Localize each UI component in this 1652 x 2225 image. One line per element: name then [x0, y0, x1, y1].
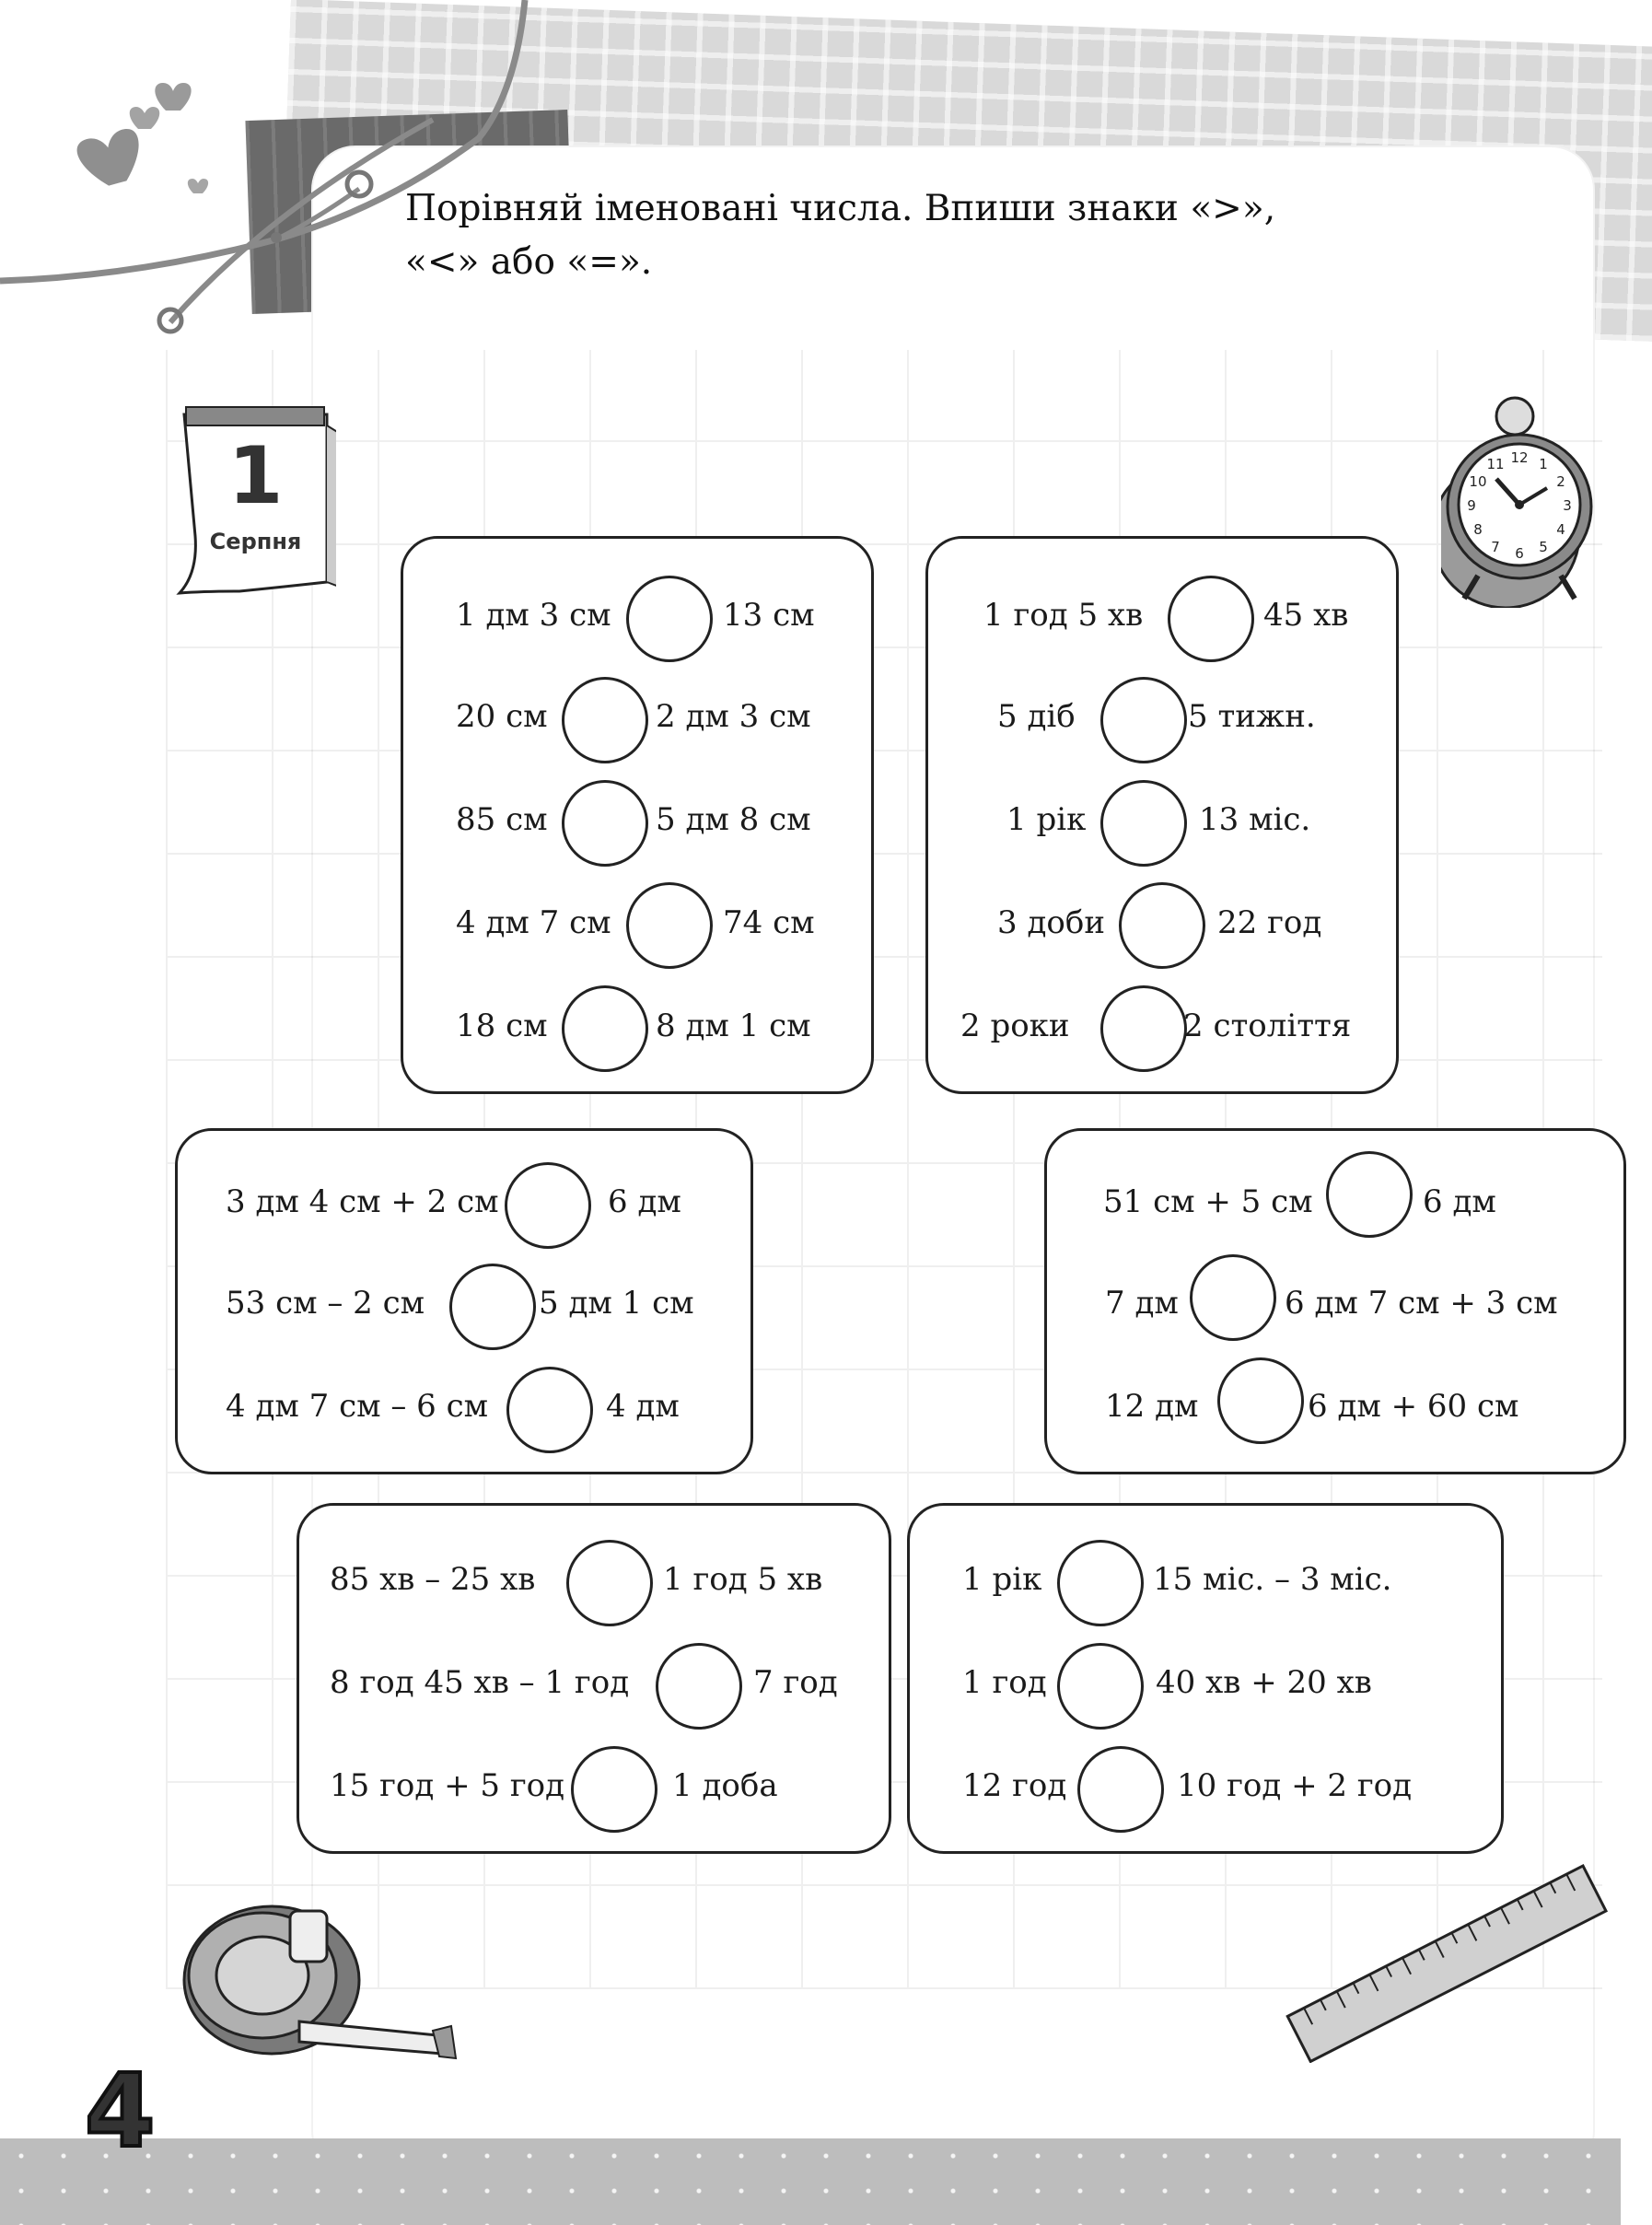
- box2-row-5-answer-circle[interactable]: [1100, 985, 1187, 1072]
- box3-row-2-right: 5 дм 1 см: [539, 1285, 694, 1322]
- box2-row-3-answer-circle[interactable]: [1100, 780, 1187, 867]
- box1-row-2-left: 20 см: [456, 698, 548, 735]
- box4-row-2-right: 6 дм 7 см + 3 см: [1285, 1285, 1558, 1322]
- clock-number: 10: [1469, 473, 1487, 490]
- calendar-day: 1: [227, 430, 284, 522]
- page-number: 4: [85, 2052, 156, 2170]
- box4-row-3-right: 6 дм + 60 см: [1308, 1388, 1519, 1425]
- clock-number: 12: [1510, 449, 1529, 466]
- box4-row-3-answer-circle[interactable]: [1217, 1357, 1304, 1444]
- clock-number: 1: [1539, 455, 1548, 472]
- box1-row-3-left: 85 см: [456, 801, 548, 838]
- clock-number: 11: [1486, 455, 1505, 472]
- box1-row-5-left: 18 см: [456, 1008, 548, 1044]
- box1-row-1-left: 1 дм 3 см: [456, 597, 611, 634]
- box4-row-3-left: 12 дм: [1105, 1388, 1199, 1425]
- box5-row-3-left: 15 год + 5 год: [330, 1767, 565, 1804]
- box6-row-1-right: 15 міс. – 3 міс.: [1153, 1561, 1392, 1598]
- tape-measure-icon: [170, 1883, 465, 2068]
- box5-row-3-answer-circle[interactable]: [571, 1746, 657, 1833]
- box2-row-3-right: 13 міс.: [1199, 801, 1311, 838]
- box1-row-5-answer-circle[interactable]: [562, 985, 648, 1072]
- box4-row-2-left: 7 дм: [1105, 1285, 1179, 1322]
- box2-row-1-left: 1 год 5 хв: [983, 597, 1144, 634]
- box6-row-1-answer-circle[interactable]: [1057, 1540, 1144, 1626]
- box2-row-5-right: 2 століття: [1183, 1008, 1352, 1044]
- box6-row-3-left: 12 год: [962, 1767, 1067, 1804]
- box1-row-1-answer-circle[interactable]: [626, 576, 713, 662]
- box5-row-2-answer-circle[interactable]: [656, 1643, 742, 1730]
- calendar-icon: [175, 398, 336, 596]
- box2-row-1-right: 45 хв: [1263, 597, 1349, 634]
- box2-row-4-right: 22 год: [1217, 904, 1322, 941]
- clock-number: 5: [1539, 539, 1548, 556]
- box6-row-3-answer-circle[interactable]: [1077, 1746, 1164, 1833]
- alarm-clock-icon: [1441, 396, 1625, 608]
- box1-row-4-answer-circle[interactable]: [626, 882, 713, 969]
- clock-number: 7: [1491, 539, 1500, 556]
- clock-number: 6: [1515, 545, 1524, 562]
- clock-number: 4: [1556, 521, 1565, 538]
- box3-row-3-answer-circle[interactable]: [506, 1367, 593, 1453]
- box3-row-1-answer-circle[interactable]: [505, 1162, 591, 1249]
- box6-row-2-answer-circle[interactable]: [1057, 1643, 1144, 1730]
- box5-row-1-answer-circle[interactable]: [566, 1540, 653, 1626]
- box2-row-2-left: 5 діб: [997, 698, 1076, 735]
- box3-row-1-left: 3 дм 4 см + 2 см: [226, 1183, 499, 1220]
- clock-number: 8: [1473, 521, 1483, 538]
- box2-row-1-answer-circle[interactable]: [1168, 576, 1254, 662]
- box1-row-4-right: 74 см: [723, 904, 815, 941]
- box3-row-2-left: 53 см – 2 см: [226, 1285, 425, 1322]
- box3-row-1-right: 6 дм: [608, 1183, 681, 1220]
- box1-row-2-answer-circle[interactable]: [562, 677, 648, 763]
- box4-row-1-answer-circle[interactable]: [1326, 1151, 1413, 1238]
- box6-row-3-right: 10 год + 2 год: [1177, 1767, 1413, 1804]
- box2-row-4-left: 3 доби: [997, 904, 1105, 941]
- box2-row-4-answer-circle[interactable]: [1119, 882, 1205, 969]
- ruler-icon: [1271, 1860, 1621, 2063]
- box4-row-1-right: 6 дм: [1423, 1183, 1496, 1220]
- box1-row-2-right: 2 дм 3 см: [656, 698, 811, 735]
- box6-row-2-left: 1 год: [962, 1664, 1047, 1701]
- box3-row-3-right: 4 дм: [606, 1388, 680, 1425]
- instruction-text: [405, 182, 1473, 289]
- box1-row-1-right: 13 см: [723, 597, 815, 634]
- clock-number: 2: [1556, 473, 1565, 490]
- box5-row-1-left: 85 хв – 25 хв: [330, 1561, 536, 1598]
- box2-row-5-left: 2 роки: [960, 1008, 1070, 1044]
- instruction-line-1: Порівняй іменовані числа. Впиши знаки «>»,: [405, 188, 1276, 229]
- clock-number: 3: [1563, 497, 1572, 514]
- box3-row-2-answer-circle[interactable]: [449, 1264, 536, 1350]
- box1-row-3-answer-circle[interactable]: [562, 780, 648, 867]
- box4-row-2-answer-circle[interactable]: [1190, 1254, 1276, 1341]
- box3-row-3-left: 4 дм 7 см – 6 см: [226, 1388, 489, 1425]
- instruction-line-2: «<» або «=».: [405, 241, 653, 283]
- box6-row-2-right: 40 хв + 20 хв: [1156, 1664, 1372, 1701]
- box2-row-2-answer-circle[interactable]: [1100, 677, 1187, 763]
- box5-row-1-right: 1 год 5 хв: [663, 1561, 823, 1598]
- box2-row-2-right: 5 тижн.: [1188, 698, 1316, 735]
- box1-row-3-right: 5 дм 8 см: [656, 801, 811, 838]
- box1-row-4-left: 4 дм 7 см: [456, 904, 611, 941]
- box4-row-1-left: 51 см + 5 см: [1103, 1183, 1313, 1220]
- footer-band: [0, 2138, 1621, 2225]
- box1-row-5-right: 8 дм 1 см: [656, 1008, 811, 1044]
- calendar-month: Серпня: [209, 529, 302, 554]
- hearts-icon: [64, 55, 221, 212]
- clock-number: 9: [1467, 497, 1476, 514]
- box5-row-2-right: 7 год: [753, 1664, 838, 1701]
- box5-row-3-right: 1 доба: [672, 1767, 778, 1804]
- box5-row-2-left: 8 год 45 хв – 1 год: [330, 1664, 630, 1701]
- box2-row-3-left: 1 рік: [1006, 801, 1087, 838]
- box6-row-1-left: 1 рік: [962, 1561, 1042, 1598]
